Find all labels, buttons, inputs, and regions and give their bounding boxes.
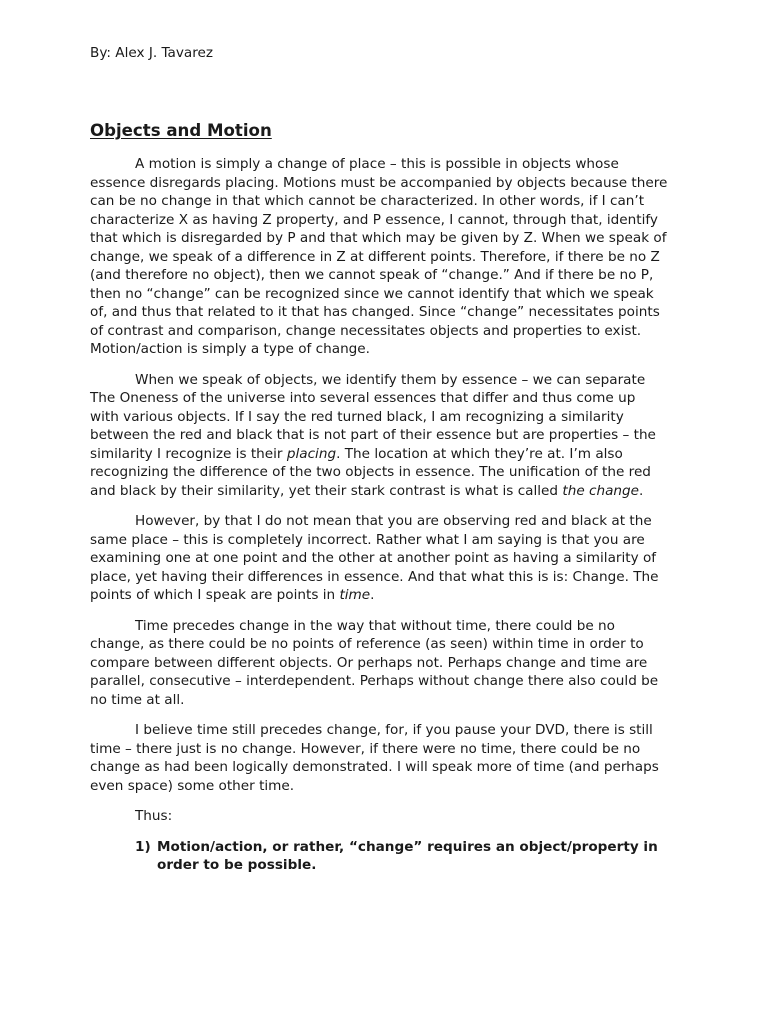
list-number: 1) (135, 838, 151, 855)
text-line: examining one at one point and the other at another point as having a similarity of (90, 550, 657, 566)
document-title: Objects and Motion (90, 121, 272, 140)
list-text-line: order to be possible. (157, 857, 317, 873)
list-text-line: Motion/action, or rather, “change” requires an object/property in (157, 838, 658, 855)
list-item (135, 838, 680, 875)
text-line: However, by that I do not mean that you are observing red and black at the (135, 513, 652, 529)
text-line: Time precedes change in the way that without time, there could be no (135, 617, 615, 634)
thus-label: Thus: (135, 808, 173, 824)
text-line: Motion/action is simply a type of change. (90, 341, 370, 357)
text-line: same place – this is completely incorrect. Rather what I am saying is that you are (90, 531, 645, 548)
text-line: no time at all. (90, 691, 185, 708)
text-line: and black by their similarity, yet their stark contrast is what is called the change. (90, 482, 644, 499)
text-line: that which is disregarded by P and that which may be given by Z. When we speak of (90, 230, 667, 246)
text-line: place, yet having their differences in essence. And that what this is is: Change. The (90, 568, 659, 585)
text-line: recognizing the difference of the two objects in essence. The unification of the red (90, 464, 651, 480)
text-line: then no “change” can be recognized since we cannot identify that which we speak (90, 285, 654, 302)
text-line: When we speak of objects, we identify them by essence – we can separate (135, 371, 646, 388)
text-line: characterize X as having Z property, and P essence, I cannot, through that, identify (90, 211, 658, 228)
paragraph-3 (90, 512, 680, 605)
text-line: (and therefore no object), then we cannot speak of “change.” And if there be no P, (90, 267, 654, 283)
text-line: even space) some other time. (90, 777, 295, 794)
text-line: compare between different objects. Or perhaps not. Perhaps change and time are (90, 654, 648, 671)
text-line: essence disregards placing. Motions must be accompanied by objects because there (90, 174, 668, 191)
text-line: change, we speak of a difference in Z at different points. Therefore, if there be no Z (90, 248, 660, 265)
paragraph-4 (90, 617, 680, 710)
text-line: similarity I recognize is their placing. The location at which they’re at. I’m also (90, 445, 623, 462)
text-line: change, as there could be no points of reference (as seen) within time in order to (90, 636, 644, 652)
text-line: with various objects. If I say the red turned black, I am recognizing a similarity (90, 408, 624, 425)
text-line: between the red and black that is not part of their essence but are properties – the (90, 427, 656, 443)
paragraph-2 (90, 371, 680, 501)
paragraph-1 (90, 155, 680, 359)
text-line: A motion is simply a change of place – this is possible in objects whose (135, 156, 619, 172)
text-line: change as had been logically demonstrated. I will speak more of time (and perhaps (90, 759, 659, 775)
text-line: I believe time still precedes change, for, if you pause your DVD, there is still (135, 722, 653, 738)
text-line: of, and thus that related to it that has changed. Since “change” necessitates points (90, 304, 660, 320)
text-line: points of which I speak are points in time. (90, 587, 375, 603)
document-body (90, 155, 680, 875)
paragraph-5 (90, 721, 680, 795)
text-line: can be no change in that which cannot be characterized. In other words, if I can’t (90, 193, 645, 209)
text-line: parallel, consecutive – interdependent. Perhaps without change there also could be (90, 673, 659, 689)
author-byline: By: Alex J. Tavarez (90, 45, 214, 61)
text-line: time – there just is no change. However, if there were no time, there could be no (90, 740, 641, 757)
text-line: The Oneness of the universe into several essences that differ and thus come up (90, 390, 636, 406)
text-line: of contrast and comparison, change necessitates objects and properties to exist. (90, 322, 642, 339)
